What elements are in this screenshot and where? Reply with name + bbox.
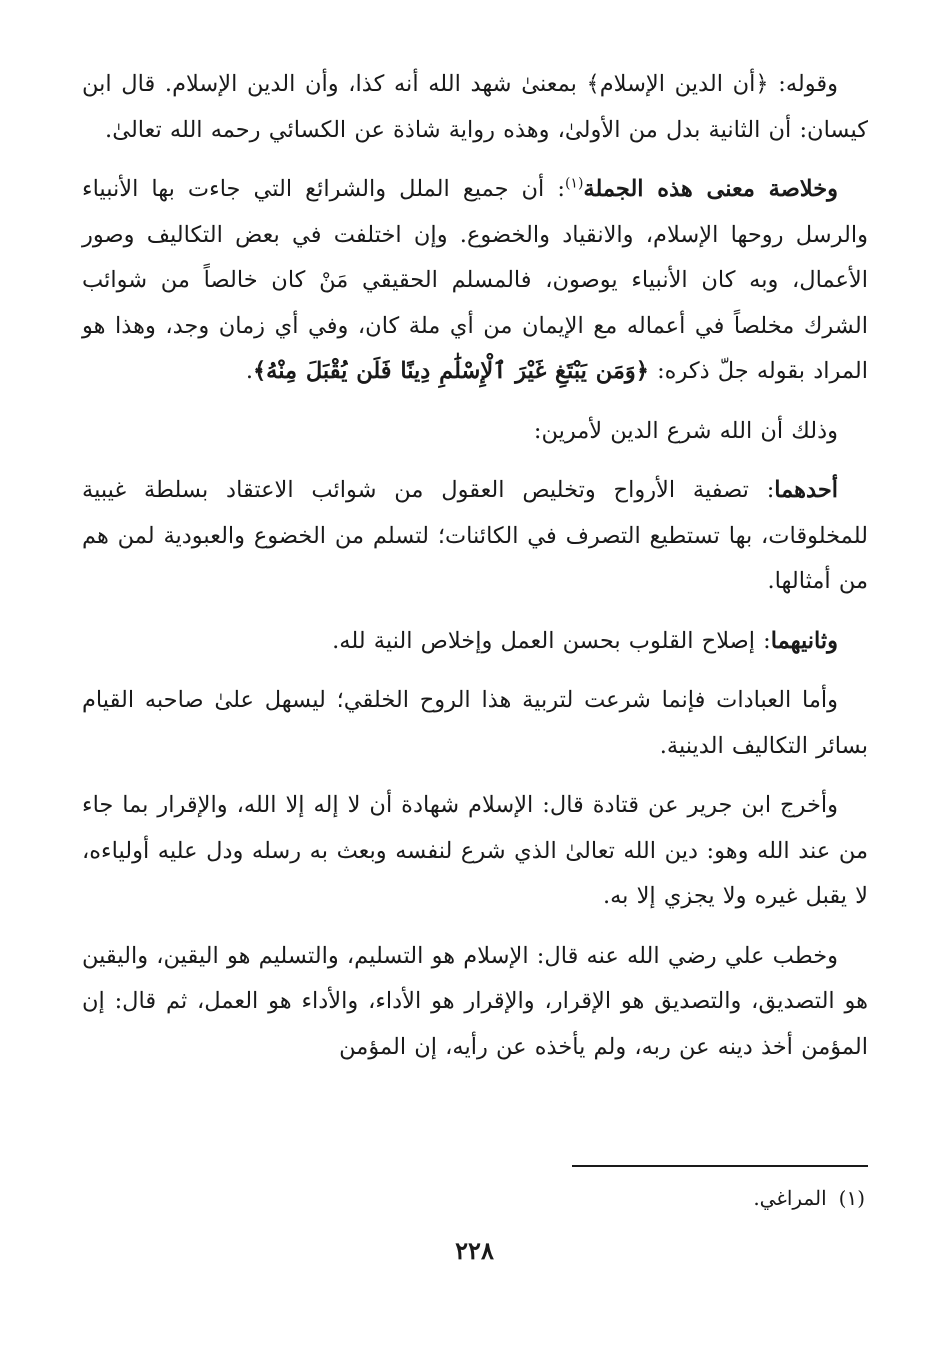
paragraph-5 xyxy=(82,619,868,665)
page-body xyxy=(82,62,868,1084)
footnote-number: (١) xyxy=(838,1186,865,1210)
paragraph-4-text: : تصفية الأرواح وتخليص العقول من شوائب الاعتقاد بسلطة غيبية للمخلوقات، بها تستطيع التصرف في الكائنات؛ لتسلم من الخضوع والعبودية لمن هم من أمثالها. xyxy=(82,477,868,594)
footnote-text: المراغي. xyxy=(753,1186,827,1210)
paragraph-8-text: وخطب علي رضي الله عنه قال: الإسلام هو التسليم، والتسليم هو اليقين، واليقين هو التصديق، والتصديق هو الإقرار، والإقرار هو الأداء، والأداء هو العمل، ثم قال: إن المؤمن أخذ دينه عن ربه، ولم يأخذه عن رأيه، إن المؤمن xyxy=(82,942,868,1060)
paragraph-7-text: وأخرج ابن جرير عن قتادة قال: الإسلام شهادة أن لا إله إلا الله، والإقرار بما جاء من عند الله وهو: دين الله تعالىٰ الذي شرع لنفسه وبعث به رسله ودل عليه أولياءه، لا يقبل غيره ولا يجزي إلا به. xyxy=(82,792,868,909)
footnote-reference[interactable]: (١) xyxy=(564,175,584,192)
paragraph-1 xyxy=(82,62,868,153)
paragraph-1-text: وقوله: ﴿أن الدين الإسلام﴾ بمعنىٰ شهد الله أنه كذا، وأن الدين الإسلام. قال ابن كيسان: أن الثانية بدل من الأولىٰ، وهذه رواية شاذة عن الكسائي رحمه الله تعالىٰ. xyxy=(82,71,868,143)
paragraph-2-tail: . xyxy=(245,358,253,384)
page-number: ٢٢٨ xyxy=(455,1236,494,1265)
paragraph-8 xyxy=(82,934,868,1071)
paragraph-5-lead: وثانيهما xyxy=(770,627,838,654)
footnote xyxy=(753,1183,865,1213)
paragraph-3 xyxy=(82,409,868,455)
quran-verse: ﴿وَمَن يَبْتَغِ غَيْرَ ٱلْإِسْلَٰمِ دِينًا فَلَن يُقْبَلَ مِنْهُ﴾ xyxy=(252,358,649,384)
paragraph-3-text: وذلك أن الله شرع الدين لأمرين: xyxy=(533,417,838,444)
paragraph-2-text: : أن جميع الملل والشرائع التي جاءت بها الأنبياء والرسل روحها الإسلام، والانقياد والخضوع. وإن اختلفت في بعض التكاليف وصور الأعمال، وبه كان الأنبياء يوصون، فالمسلم الحقيقي مَنْ كان خالصاً من شوائب الشرك مخلصاً في أعماله مع الإيمان من أي ملة كان، وفي أي زمان وجد، وهذا هو المراد بقوله جلّ ذكره: xyxy=(82,176,868,384)
paragraph-2 xyxy=(82,167,868,395)
footnote-divider xyxy=(572,1165,868,1167)
paragraph-4 xyxy=(82,468,868,605)
paragraph-7 xyxy=(82,783,868,920)
paragraph-5-text: : إصلاح القلوب بحسن العمل وإخلاص النية لله. xyxy=(332,627,771,654)
paragraph-2-lead: وخلاصة معنى هذه الجملة xyxy=(583,176,839,202)
paragraph-6 xyxy=(82,678,868,769)
paragraph-4-lead: أحدهما xyxy=(774,477,838,503)
paragraph-6-text: وأما العبادات فإنما شرعت لتربية هذا الروح الخلقي؛ ليسهل علىٰ صاحبه القيام بسائر التكاليف الدينية. xyxy=(82,687,868,759)
